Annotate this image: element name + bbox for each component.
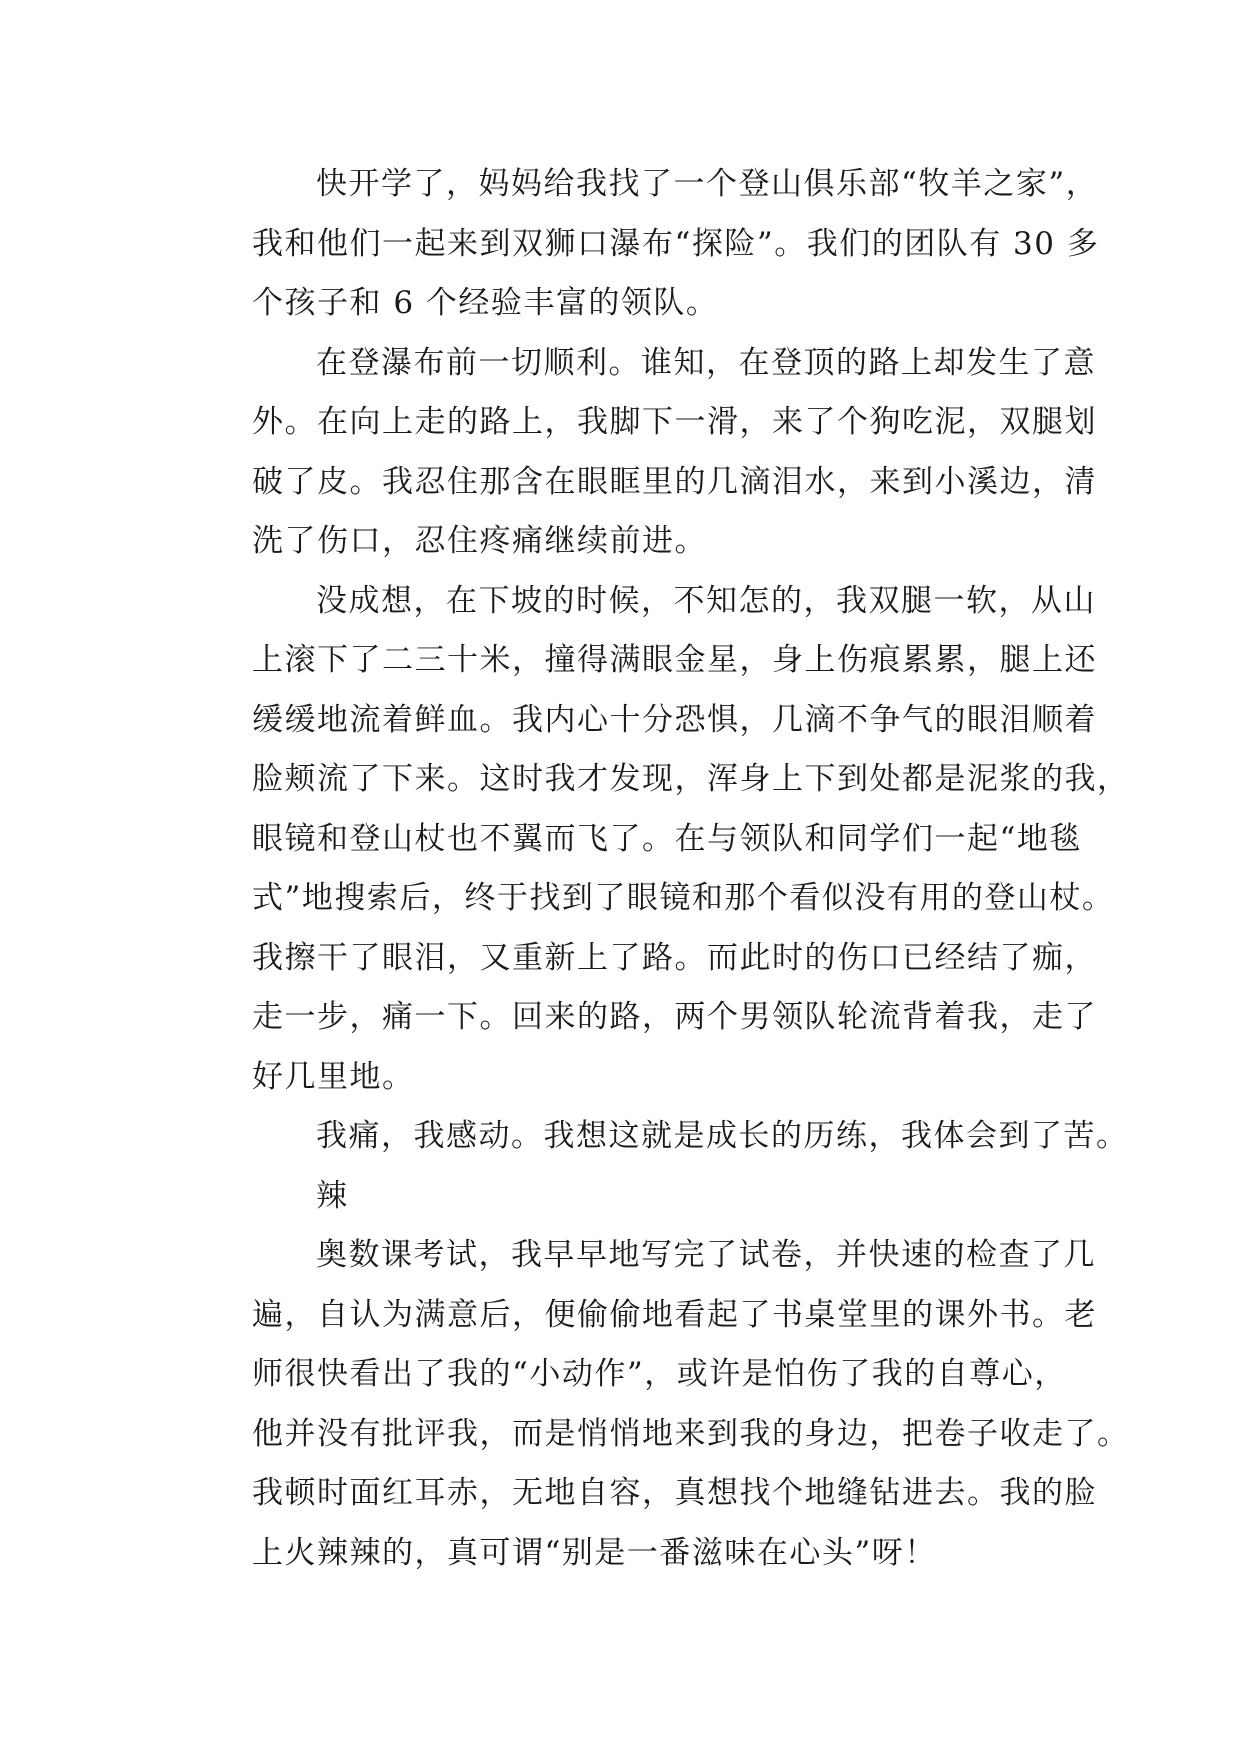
text-line: 遍，自认为满意后，便偷偷地看起了书桌堂里的课外书。老 xyxy=(252,1296,1097,1333)
paragraph-3 xyxy=(190,572,1130,1108)
paragraph-4 xyxy=(190,1107,1129,1167)
text-line: 奥数课考试，我早早地写完了试卷，并快速的检查了几 xyxy=(316,1237,1096,1273)
section-heading xyxy=(190,1167,1070,1227)
text-line: 破了皮。我忍住那含在眼眶里的几滴泪水，来到小溪边，清 xyxy=(252,463,1097,500)
text-line: 他并没有批评我，而是悄悄地来到我的身边，把卷子收走了。 xyxy=(252,1415,1130,1452)
text-line: 式”地搜索后，终于找到了眼镜和那个看似没有用的登山杖。 xyxy=(252,880,1115,916)
paragraph-2 xyxy=(190,334,1097,572)
text-line: 脸颊流了下来。这时我才发现，浑身上下到处都是泥浆的我， xyxy=(252,761,1130,797)
text-line: 师很快看出了我的“小动作”，或许是怕伤了我的自尊心， xyxy=(252,1356,1067,1392)
text-line: 缓缓地流着鲜血。我内心十分恐惧，几滴不争气的眼泪顺着 xyxy=(252,701,1097,738)
text-line: 外。在向上走的路上，我脚下一滑，来了个狗吃泥，双腿划 xyxy=(252,404,1097,440)
text-line: 个孩子和 6 个经验丰富的领队。 xyxy=(252,285,719,321)
text-line: 上火辣辣的，真可谓“别是一番滋味在心头”呀！ xyxy=(252,1534,937,1571)
document-body xyxy=(190,155,1130,1583)
text-line: 眼镜和登山杖也不翼而飞了。在与领队和同学们一起“地毯 xyxy=(252,820,1082,857)
text-line: 辣 xyxy=(316,1177,349,1214)
text-line: 在登瀑布前一切顺利。谁知，在登顶的路上却发生了意 xyxy=(316,344,1096,381)
text-line: 洗了伤口，忍住疼痛继续前进。 xyxy=(252,523,707,559)
text-line: 我擦干了眼泪，又重新上了路。而此时的伤口已经结了痂， xyxy=(252,939,1097,976)
text-line: 好几里地。 xyxy=(252,1058,415,1095)
text-line: 我顿时面红耳赤，无地自容，真想找个地缝钻进去。我的脸 xyxy=(252,1475,1097,1511)
text-line: 走一步，痛一下。回来的路，两个男领队轮流背着我，走了 xyxy=(252,999,1097,1035)
text-line: 快开学了，妈妈给我找了一个登山俱乐部“牧羊之家”， xyxy=(316,166,1099,202)
text-line: 我和他们一起来到双狮口瀑布“探险”。我们的团队有 30 多 xyxy=(252,225,1100,262)
text-line: 上滚下了二三十米，撞得满眼金星，身上伤痕累累，腿上还 xyxy=(252,642,1097,678)
paragraph-5 xyxy=(190,1226,1130,1583)
text-line: 没成想，在下坡的时候，不知怎的，我双腿一软，从山 xyxy=(316,582,1096,619)
text-line: 我痛，我感动。我想这就是成长的历练，我体会到了苦。 xyxy=(316,1118,1129,1154)
paragraph-1 xyxy=(190,155,1100,334)
